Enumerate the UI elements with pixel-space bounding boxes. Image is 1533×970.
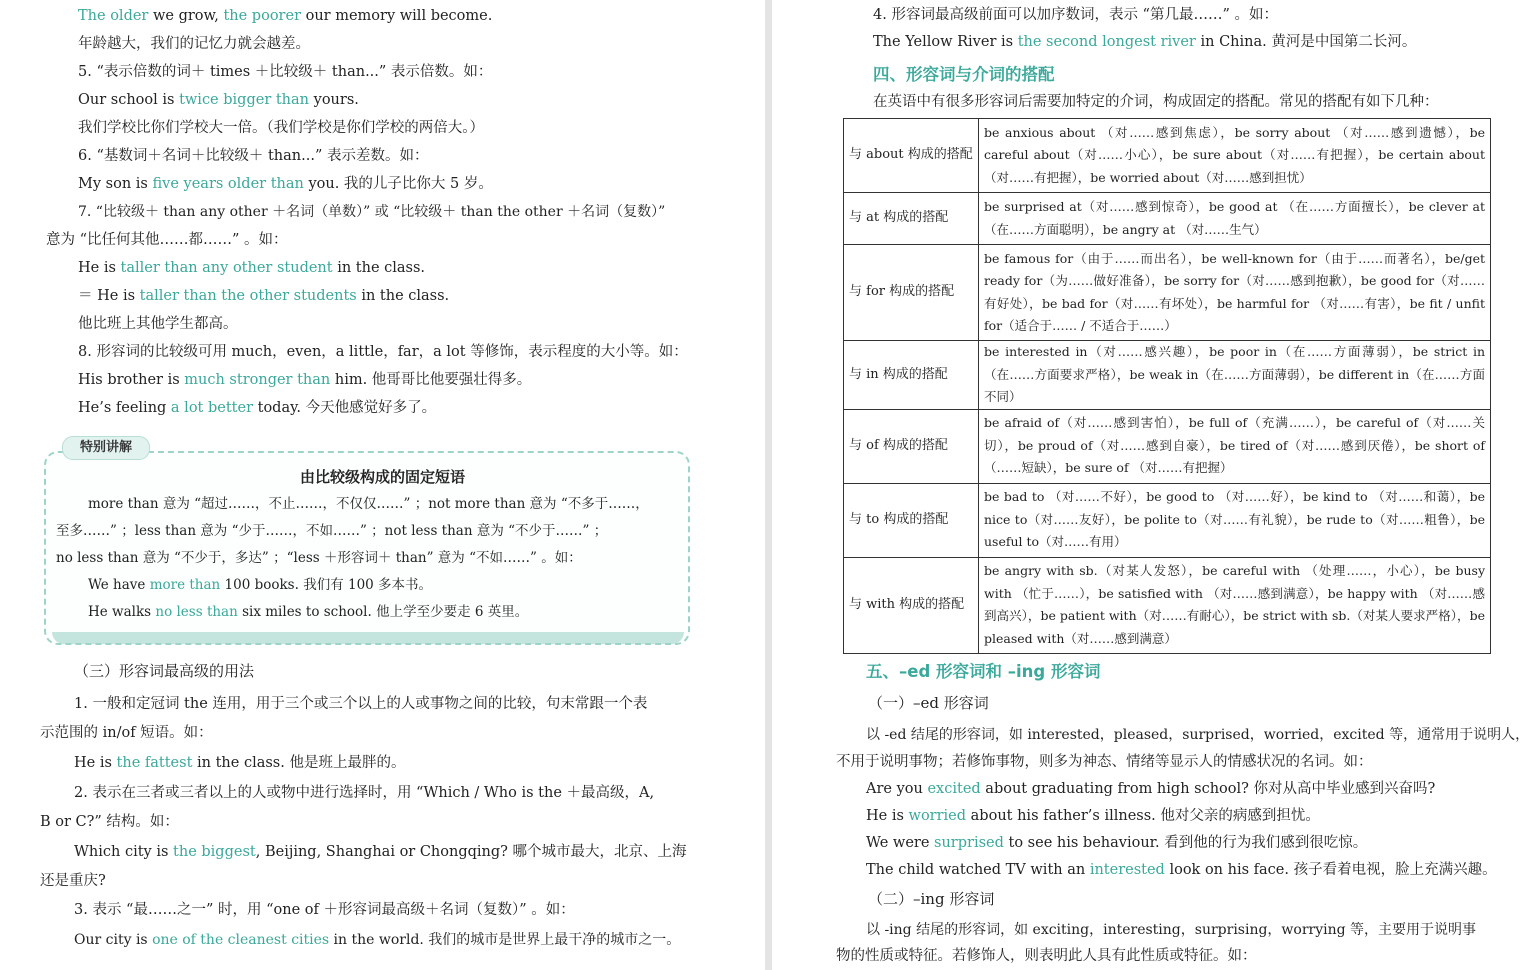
text: He is <box>74 755 117 771</box>
example-line <box>78 286 449 306</box>
text: The child watched TV with an <box>866 862 1090 878</box>
text: yours. <box>309 92 359 108</box>
highlight: more than <box>149 577 221 593</box>
note-line: no less than 意为 “不少于，多达” ；“less ＋形容词＋ than” 意为 “不如……” 。如： <box>56 550 582 566</box>
rule-5: 5. “表示倍数的词＋ times ＋比较级＋ than...” 表示倍数。如： <box>78 64 493 80</box>
example-line <box>866 779 1435 799</box>
highlight: excited <box>927 781 981 797</box>
text: Which city is <box>74 844 174 860</box>
text: We have <box>88 577 150 593</box>
table-row <box>844 409 1491 483</box>
table-cell-key: 与 about 构成的搭配 <box>844 119 979 193</box>
example-line <box>873 32 1416 52</box>
example-line <box>74 842 687 862</box>
section-heading: 四、形容词与介词的搭配 <box>873 65 1055 84</box>
text: about graduating from high school? 你对从高中毕业感到兴奋吗? <box>980 781 1436 797</box>
text: you. 我的儿子比你大 5 岁。 <box>303 176 493 192</box>
text: in the world. 我们的城市是世界上最干净的城市之一。 <box>329 932 681 948</box>
text: in the class. <box>332 260 426 276</box>
highlight: a lot better <box>170 400 254 416</box>
collocation-table <box>843 118 1491 654</box>
text: He is <box>78 260 121 276</box>
example-line <box>866 806 1320 826</box>
table-row <box>844 245 1491 341</box>
table-cell-value: be afraid of（对……感到害怕），be full of（充满……），be careful of（对……关切），be proud of（对……感到自豪），be tired of（对……感到厌倦），be short of（……短缺），be sure of （对……有把握） <box>979 409 1491 483</box>
highlight: twice bigger than <box>179 92 310 108</box>
ing-rule-line: 以 -ing 结尾的形容词，如 exciting，interesting，surprising，worrying 等，主要用于说明事 <box>866 922 1477 938</box>
note-box-title: 由比较级构成的固定短语 <box>299 468 465 486</box>
highlight: taller than any other student <box>120 260 333 276</box>
rule-8: 8. 形容词的比较级可用 much，even，a little，far，a lot 等修饰，表示程度的大小等。如： <box>78 344 688 360</box>
text: He’s feeling <box>78 400 171 416</box>
rule-7: 7. “比较级＋ than any other ＋名词（单数）” 或 “比较级＋ than the other ＋名词（复数）” <box>78 204 666 220</box>
text: 100 books. 我们有 100 多本书。 <box>220 577 433 593</box>
table-cell-key: 与 at 构成的搭配 <box>844 193 979 245</box>
ed-rule-line: 以 -ed 结尾的形容词，如 interested，pleased，surprised，worried，excited 等，通常用于说明人， <box>866 727 1530 743</box>
table-cell-key: 与 of 构成的搭配 <box>844 409 979 483</box>
text: Our school is <box>78 92 180 108</box>
highlight: The older <box>78 8 149 24</box>
rule-1-cont: 示范围的 in/of 短语。如： <box>40 725 213 741</box>
section-heading: 五、–ed 形容词和 –ing 形容词 <box>866 662 1101 681</box>
table-cell-value: be famous for（由于……而出名），be well-known for（由于……而著名），be/get ready for（为……做好准备），be sorry for（对……感到抱歉），be good for（对……有好处），be bad for（对……有坏处），be harmful for （对……有害），be fit / unfit for（适合于…… / 不适合于……） <box>979 245 1491 341</box>
table-row <box>844 119 1491 193</box>
text: look on his face. 孩子看着电视，脸上充满兴趣。 <box>1164 862 1497 878</box>
subsection-heading: （一）–ed 形容词 <box>868 694 989 712</box>
text: six miles to school. 他上学至少要走 6 英里。 <box>237 604 529 620</box>
translation-line: 年龄越大，我们的记忆力就会越差。 <box>78 36 310 52</box>
rule-2-cont: B or C?” 结构。如： <box>40 814 179 830</box>
ing-rule-line: 物的性质或特征。若修饰人，则表明此人具有此性质或特征。如： <box>836 948 1257 964</box>
example-line <box>74 753 405 773</box>
text: His brother is <box>78 372 185 388</box>
rule-6: 6. “基数词＋名词＋比较级＋ than...” 表示差数。如： <box>78 148 429 164</box>
table-row <box>844 193 1491 245</box>
highlight: five years older than <box>152 176 304 192</box>
table-cell-key: 与 for 构成的搭配 <box>844 245 979 341</box>
text: to see his behaviour. 看到他的行为我们感到很吃惊。 <box>1003 835 1368 851</box>
translation-line: 我们学校比你们学校大一倍。（我们学校是你们学校的两倍大。） <box>78 120 484 136</box>
table-cell-value: be surprised at（对……感到惊奇），be good at （在……方面擅长），be clever at（在……方面聪明），be angry at （对……生气） <box>979 193 1491 245</box>
translation-cont: 还是重庆? <box>40 873 106 889</box>
table-row <box>844 557 1491 653</box>
example-line <box>78 6 492 26</box>
example-line <box>78 174 493 194</box>
text: ＝ He is <box>78 288 140 304</box>
highlight: surprised <box>934 835 1004 851</box>
rule-1: 1. 一般和定冠词 the 连用，用于三个或三个以上的人或事物之间的比较，句末常跟一个表 <box>74 696 648 712</box>
translation-line: 他比班上其他学生都高。 <box>78 316 238 332</box>
text: He is <box>866 808 909 824</box>
table-cell-value: be bad to （对……不好），be good to （对……好），be kind to （对……和蔼），be nice to（对……友好），be polite to（对……有礼貌），be rude to（对……粗鲁），be useful to（对……有用） <box>979 483 1491 557</box>
text: our memory will become. <box>301 8 493 24</box>
highlight: interested <box>1089 862 1165 878</box>
text: in the class. <box>356 288 450 304</box>
note-example <box>88 575 432 595</box>
highlight: the second longest river <box>1017 34 1196 50</box>
table-cell-value: be interested in（对……感兴趣），be poor in（在……方面薄弱），be strict in（在……方面要求严格），be weak in（在……方面薄弱），be different in（在……方面不同） <box>979 341 1491 410</box>
book-gutter <box>765 0 772 970</box>
table-cell-key: 与 with 构成的搭配 <box>844 557 979 653</box>
highlight: taller than the other students <box>139 288 357 304</box>
text: He walks <box>88 604 156 620</box>
ed-rule-line: 不用于说明事物；若修饰事物，则多为神态、情绪等显示人的情感状况的名词。如： <box>836 754 1373 770</box>
text: The Yellow River is <box>873 34 1018 50</box>
text: Our city is <box>74 932 153 948</box>
note-line: more than 意为 “超过……，不止……，不仅仅……” ；not more than 意为 “不多于……， <box>88 496 649 512</box>
note-line: 至多……” ；less than 意为 “少于……，不如……” ；not less than 意为 “不少于……” ； <box>56 523 608 539</box>
text: we grow, <box>148 8 224 24</box>
text: We were <box>866 835 935 851</box>
note-box-base <box>52 632 684 644</box>
example-line <box>866 833 1367 853</box>
table-row <box>844 483 1491 557</box>
left-page <box>0 0 765 970</box>
example-line <box>78 370 531 390</box>
rule-4: 4. 形容词最高级前面可以加序数词，表示 “第几最……” 。如： <box>873 7 1278 23</box>
highlight: much stronger than <box>184 372 331 388</box>
highlight: the poorer <box>223 8 301 24</box>
table-cell-key: 与 in 构成的搭配 <box>844 341 979 410</box>
text: , Beijing, Shanghai or Chongqing? 哪个城市最大，北京、上海 <box>255 844 687 860</box>
text: in China. 黄河是中国第二长河。 <box>1195 34 1417 50</box>
table-cell-key: 与 to 构成的搭配 <box>844 483 979 557</box>
text: about his father’s illness. 他对父亲的病感到担忧。 <box>966 808 1320 824</box>
example-line <box>78 90 359 110</box>
subsection-heading: （三）形容词最高级的用法 <box>74 662 255 680</box>
text: in the class. 他是班上最胖的。 <box>192 755 406 771</box>
highlight: the biggest <box>173 844 256 860</box>
special-note-badge: 特别讲解 <box>62 436 150 460</box>
example-line <box>74 930 680 950</box>
text: today. 今天他感觉好多了。 <box>253 400 437 416</box>
highlight: worried <box>908 808 967 824</box>
table-cell-value: be angry with sb.（对某人发怒），be careful with （处理……，小心），be busy with （忙于……），be satisfied with （对……感到满意），be happy with （对……感到高兴），be patient with（对……有耐心），be strict with sb.（对某人要求严格），be pleased with（对……感到满意） <box>979 557 1491 653</box>
note-example <box>88 602 528 622</box>
example-line <box>78 258 425 278</box>
table-cell-value: be anxious about （对……感到焦虑），be sorry about （对……感到遗憾），be careful about（对……小心），be sure about（对……有把握），be certain about（对……有把握），be worried about（对……感到担忧） <box>979 119 1491 193</box>
example-line <box>866 860 1497 880</box>
intro-line: 在英语中有很多形容词后需要加特定的介词，构成固定的搭配。常见的搭配有如下几种： <box>873 94 1439 110</box>
table-row <box>844 341 1491 410</box>
text: My son is <box>78 176 153 192</box>
rule-3: 3. 表示 “最……之一” 时，用 “one of ＋形容词最高级＋名词（复数）” 。如： <box>74 902 575 918</box>
highlight: no less than <box>155 604 238 620</box>
subsection-heading: （二）–ing 形容词 <box>868 890 995 908</box>
highlight: the fattest <box>116 755 193 771</box>
text: Are you <box>866 781 928 797</box>
rule-7-cont: 意为 “比任何其他……都……” 。如： <box>46 232 288 248</box>
rule-2: 2. 表示在三者或三者以上的人或物中进行选择时，用 “Which / Who is the ＋最高级，A, <box>74 785 655 801</box>
text: him. 他哥哥比他要强壮得多。 <box>330 372 532 388</box>
highlight: one of the cleanest cities <box>152 932 330 948</box>
example-line <box>78 398 436 418</box>
